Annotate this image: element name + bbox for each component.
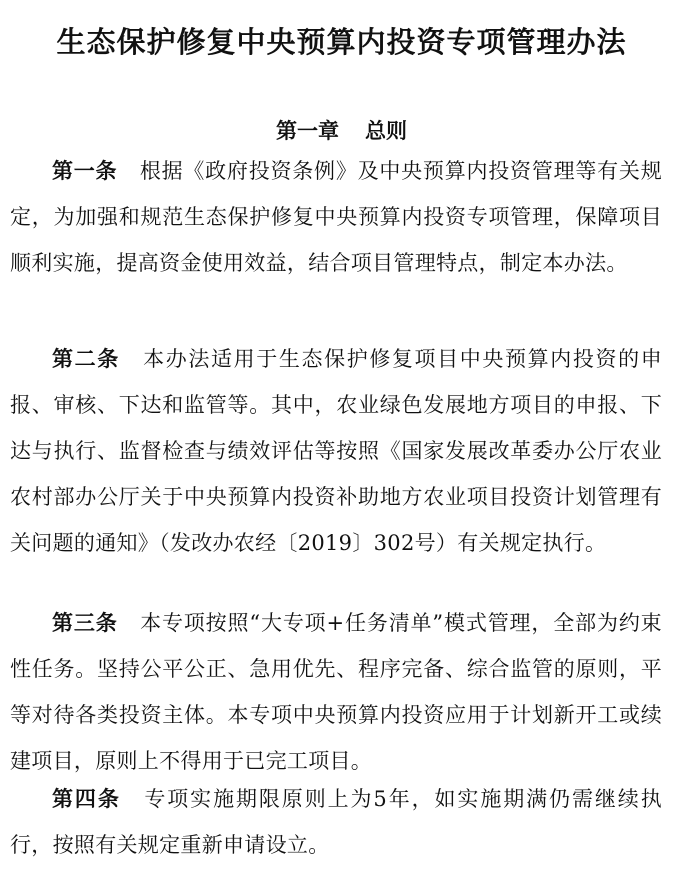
article-2 [10, 336, 662, 566]
article-number: 第四条 [52, 787, 121, 811]
chapter-heading [0, 115, 683, 147]
article-4 [10, 776, 662, 868]
article-1 [10, 148, 662, 286]
article-text: 本办法适用于生态保护修复项目中央预算内投资的申报、审核、下达和监管等。其中，农业绿色发展地方项目的申报、下达与执行、监督检查与绩效评估等按照《国家发展改革委办公厅农业农村部办公厅关于中央预算内投资补助地方农业项目投资计划管理有关问题的通知》（发改办农经〔2019〕302号）有关规定执行。 [10, 347, 662, 555]
article-text: 根据《政府投资条例》及中央预算内投资管理等有关规定，为加强和规范生态保护修复中央预算内投资专项管理，保障项目顺利实施，提高资金使用效益，结合项目管理特点，制定本办法。 [10, 159, 662, 275]
chapter-name: 总则 [365, 119, 407, 143]
article-text: 本专项按照“大专项+任务清单”模式管理，全部为约束性任务。坚持公平公正、急用优先、程序完备、综合监管的原则，平等对待各类投资主体。本专项中央预算内投资应用于计划新开工或续建项目，原则上不得用于已完工项目。 [10, 611, 662, 773]
article-number: 第三条 [52, 611, 118, 635]
article-text: 专项实施期限原则上为5年，如实施期满仍需继续执行，按照有关规定重新申请设立。 [10, 787, 662, 857]
article-number: 第一条 [52, 159, 118, 183]
article-3 [10, 600, 662, 784]
document-title: 生态保护修复中央预算内投资专项管理办法 [56, 25, 627, 59]
article-number: 第二条 [52, 347, 120, 371]
chapter-number: 第一章 [276, 119, 339, 143]
